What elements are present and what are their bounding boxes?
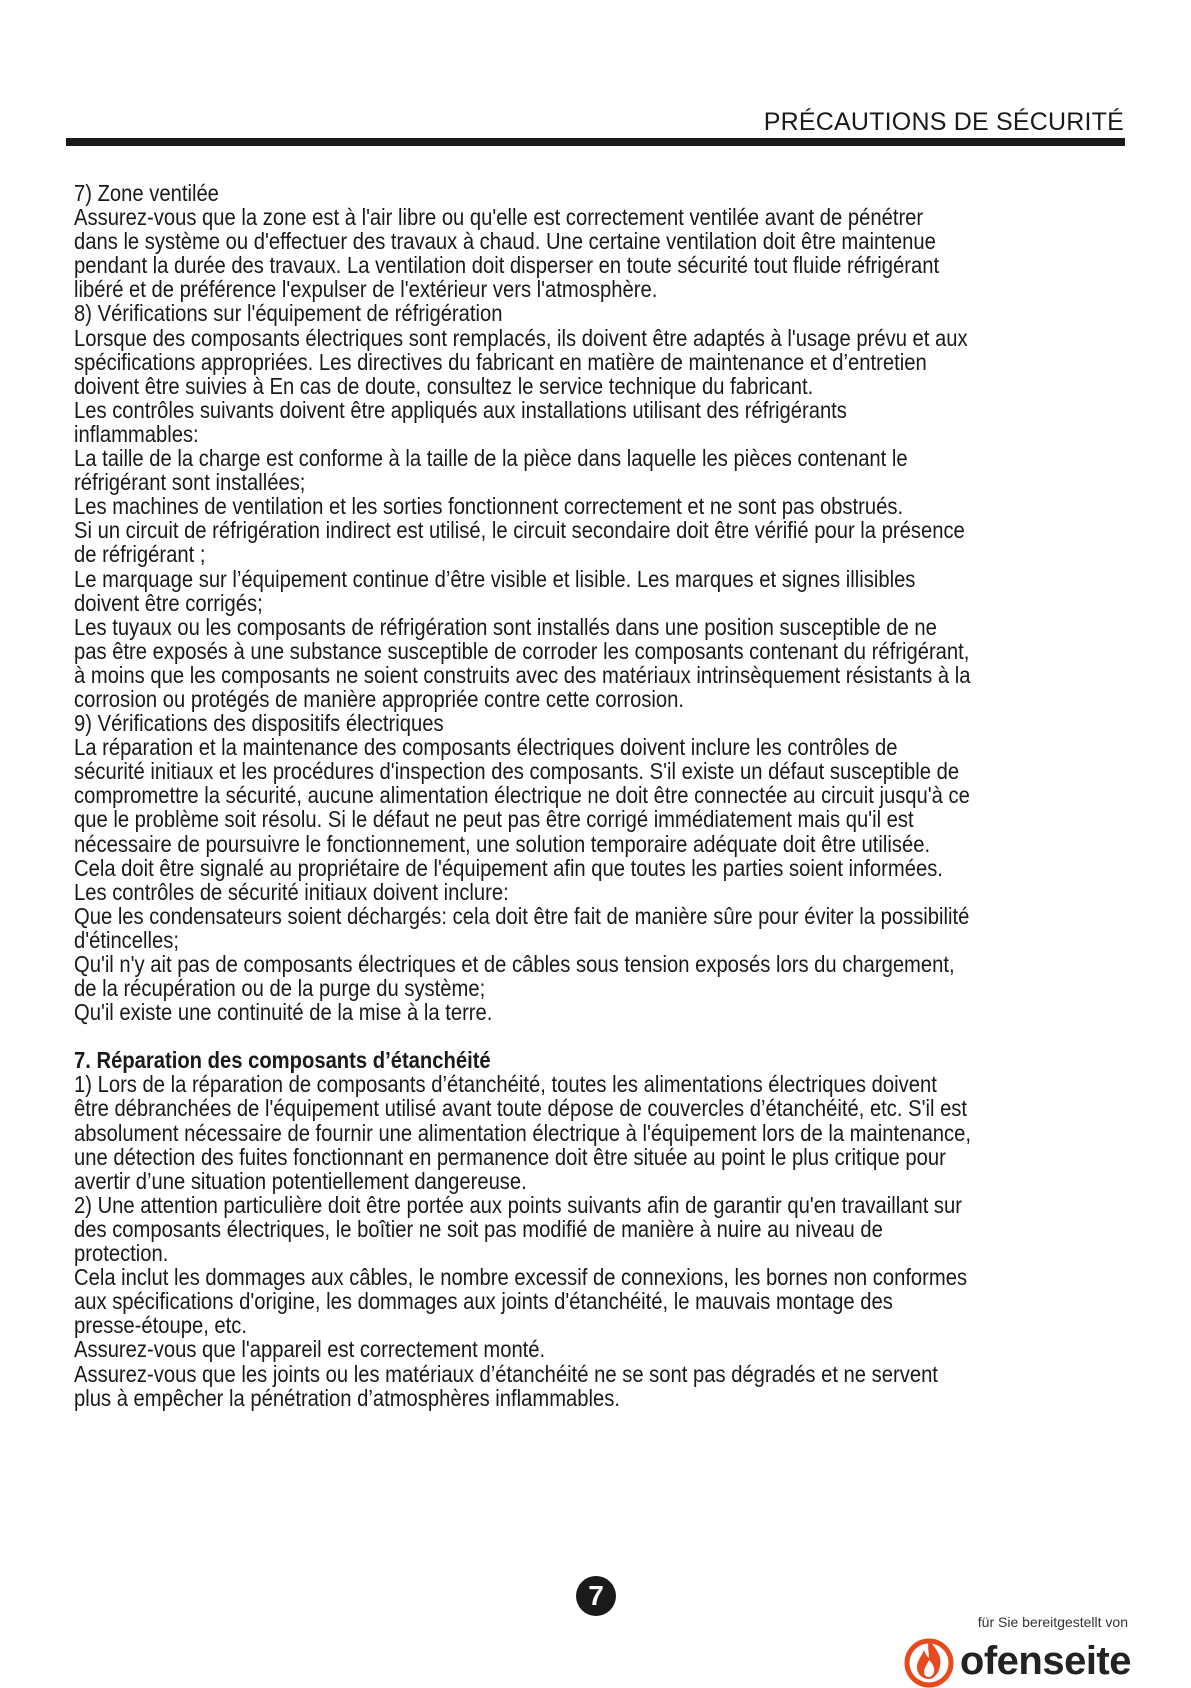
text-line: presse-étoupe, etc.: [74, 1312, 248, 1339]
text-line: Que les condensateurs soient déchargés: cela doit être fait de manière sûre pour éviter la possibilité: [74, 902, 970, 929]
text-line: La taille de la charge est conforme à la taille de la pièce dans laquelle les pièces contenant le: [74, 445, 908, 472]
text-line: des composants électriques, le boîtier ne soit pas modifié de manière à nuire au niveau de: [74, 1215, 883, 1242]
text-line: pendant la durée des travaux. La ventilation doit disperser en toute sécurité tout fluide réfrigérant: [74, 252, 940, 279]
text-line: corrosion ou protégés de manière appropriée contre cette corrosion.: [74, 685, 685, 712]
text-line: de la récupération ou de la purge du système;: [74, 975, 486, 1002]
text-line: Si un circuit de réfrigération indirect est utilisé, le circuit secondaire doit être vérifié pour la présence: [74, 517, 965, 544]
text-line: 2) Une attention particulière doit être portée aux points suivants afin de garantir qu'en travaillant sur: [74, 1191, 963, 1218]
text-line: dans le système ou d'effectuer des travaux à chaud. Une certaine ventilation doit être maintenue: [74, 228, 936, 255]
text-line: pas être exposés à une substance susceptible de corroder les composants contenant du réfrigérant,: [74, 637, 970, 664]
text-line: protection.: [74, 1240, 169, 1267]
text-line: Cela doit être signalé au propriétaire de l'équipement afin que toutes les parties soient informées.: [74, 854, 943, 881]
text-line: Qu'il existe une continuité de la mise à la terre.: [74, 999, 493, 1026]
text-line: Les tuyaux ou les composants de réfrigération sont installés dans une position susceptible de ne: [74, 613, 937, 640]
text-line: 1) Lors de la réparation de composants d’étanchéité, toutes les alimentations électriques doivent: [74, 1071, 937, 1098]
text-line: compromettre la sécurité, aucune alimentation électrique ne doit être connectée au circuit jusqu'à ce: [74, 782, 970, 809]
text-line: Les machines de ventilation et les sorties fonctionnent correctement et ne sont pas obstrués.: [74, 493, 904, 520]
page-number: 7: [576, 1576, 616, 1616]
text-line: 9) Vérifications des dispositifs électriques: [74, 710, 444, 737]
paragraph-gap: [74, 1024, 1124, 1048]
text-line: Assurez-vous que l'appareil est correctement monté.: [74, 1336, 546, 1363]
header-divider: [66, 138, 1125, 146]
text-line: Qu'il n'y ait pas de composants électriques et de câbles sous tension exposés lors du chargement,: [74, 951, 955, 977]
brand-logo[interactable]: [902, 1634, 1131, 1688]
flame-icon: [902, 1634, 956, 1688]
text-line: plus à empêcher la pénétration d’atmosphères inflammables.: [74, 1384, 620, 1411]
text-line: 7) Zone ventilée: [74, 180, 219, 206]
text-line: sécurité initiaux et les procédures d'inspection des composants. S'il existe un défaut susceptible de: [74, 758, 960, 785]
text-line: une détection des fuites fonctionnant en permanence doit être située au point le plus critique pour: [74, 1143, 946, 1170]
text-line: de réfrigérant ;: [74, 541, 206, 568]
text-line: nécessaire de poursuivre le fonctionnement, une solution temporaire adéquate doit être utilisée.: [74, 830, 931, 857]
provided-by-text: für Sie bereitgestellt von: [977, 1614, 1128, 1630]
text-line: 8) Vérifications sur l'équipement de réfrigération: [74, 300, 503, 327]
text-line: Assurez-vous que la zone est à l'air libre ou qu'elle est correctement ventilée avant de pénétrer: [74, 204, 924, 231]
text-line: Cela inclut les dommages aux câbles, le nombre excessif de connexions, les bornes non conformes: [74, 1264, 968, 1291]
text-line: aux spécifications d'origine, les dommages aux joints d'étanchéité, le mauvais montage des: [74, 1288, 893, 1315]
text-line: La réparation et la maintenance des composants électriques doivent inclure les contrôles de: [74, 734, 898, 761]
brand-name: ofenseite: [959, 1638, 1131, 1683]
text-line: spécifications appropriées. Les directives du fabricant en matière de maintenance et d’entretien: [74, 348, 927, 375]
page-header-title: PRÉCAUTIONS DE SÉCURITÉ: [763, 108, 1124, 136]
text-line: absolument nécessaire de fournir une alimentation électrique à l'équipement lors de la maintenance,: [74, 1119, 972, 1146]
text-line: Le marquage sur l’équipement continue d’être visible et lisible. Les marques et signes illisibles: [74, 565, 916, 592]
text-line: réfrigérant sont installées;: [74, 469, 306, 496]
text-line: être débranchées de l'équipement utilisé avant toute dépose de couvercles d’étanchéité, etc. S'il est: [74, 1095, 968, 1122]
text-line: à moins que les composants ne soient construits avec des matériaux intrinsèquement résistants à la: [74, 661, 971, 688]
text-line: libéré et de préférence l'expulser de l'extérieur vers l'atmosphère.: [74, 276, 658, 303]
text-line: que le problème soit résolu. Si le défaut ne peut pas être corrigé immédiatement mais qu'il est: [74, 806, 914, 833]
text-line: inflammables:: [74, 420, 199, 447]
text-line: Les contrôles suivants doivent être appliqués aux installations utilisant des réfrigérants: [74, 396, 847, 423]
document-body: [74, 181, 1124, 1410]
text-line: avertir d’une situation potentiellement dangereuse.: [74, 1167, 527, 1194]
text-line: Les contrôles de sécurité initiaux doivent inclure:: [74, 878, 509, 905]
text-line: doivent être corrigés;: [74, 589, 263, 616]
text-line: Lorsque des composants électriques sont remplacés, ils doivent être adaptés à l'usage prévu et aux: [74, 324, 968, 351]
text-line: doivent être suivies à En cas de doute, consultez le service technique du fabricant.: [74, 372, 814, 399]
section-heading: 7. Réparation des composants d’étanchéité: [74, 1047, 491, 1074]
text-line: d'étincelles;: [74, 926, 179, 953]
text-line: Assurez-vous que les joints ou les matériaux d’étanchéité ne se sont pas dégradés et ne servent: [74, 1360, 938, 1387]
